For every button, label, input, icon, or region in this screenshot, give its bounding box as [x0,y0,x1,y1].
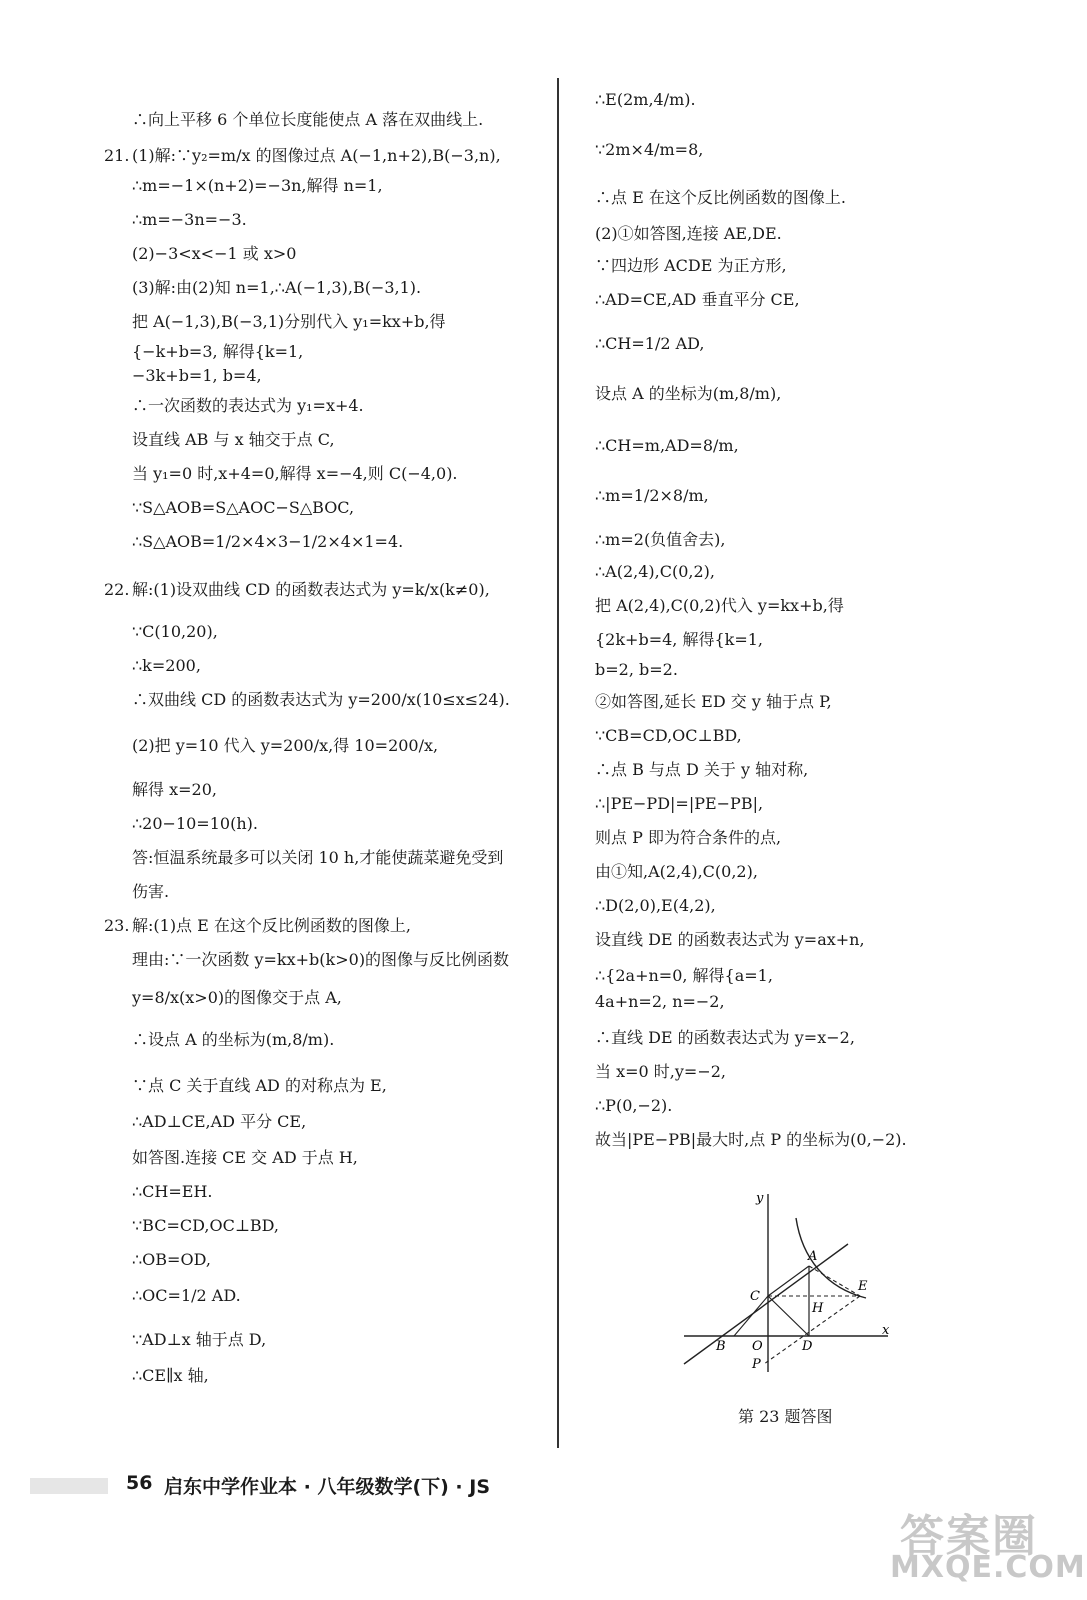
right-line: ∴直线 DE 的函数表达式为 y=x−2, [595,1028,855,1047]
solution-text: ∴向上平移 6 个单位长度能使点 A 落在双曲线上. [132,110,484,129]
left-line [132,110,483,130]
left-line [132,780,217,800]
left-line [132,1330,266,1350]
line-bca [684,1244,848,1364]
watermark-logo [890,1500,1086,1595]
left-line [132,988,342,1008]
right-line: b=2, b=2. [595,660,678,679]
page-number: 56 [126,1472,153,1494]
page-footer [30,1472,630,1502]
solution-text: (1)解:∵y₂=m/x 的图像过点 A(−1,n+2),B(−3,n), [132,146,501,165]
solution-text: (2)−3<x<−1 或 x>0 [132,244,297,263]
solution-text: 解:(1)点 E 在这个反比例函数的图像上, [132,916,411,935]
right-line: ∴{2a+n=0, 解得{a=1, [595,966,773,985]
label-o: O [752,1339,763,1354]
right-line: (2)①如答图,连接 AE,DE. [595,224,782,243]
left-line [104,916,411,936]
right-line: ∵四边形 ACDE 为正方形, [595,256,787,275]
solution-text: ∴k=200, [132,656,201,675]
watermark-bottom: MXQE.COM [890,1550,1086,1585]
left-line [132,1216,279,1236]
left-line [132,1148,358,1168]
right-line: ∴点 E 在这个反比例函数的图像上. [595,188,846,207]
right-line: ∴m=1/2×8/m, [595,486,709,505]
right-line: 4a+n=2, n=−2, [595,992,725,1011]
left-line [132,210,247,230]
solution-text: ∵点 C 关于直线 AD 的对称点为 E, [132,1076,387,1095]
left-line [132,312,446,332]
label-e: E [858,1279,868,1294]
hyperbola-curve [796,1218,866,1298]
label-h: H [812,1301,824,1316]
left-line [132,498,354,518]
left-line [132,176,383,196]
left-line [132,882,169,902]
label-y: y [756,1191,764,1206]
question-number: 23. [104,916,130,935]
solution-text: ∵AD⊥x 轴于点 D, [132,1330,267,1349]
left-line [132,848,503,868]
left-line [132,690,510,710]
left-line [132,1076,387,1096]
right-line: 由①知,A(2,4),C(0,2), [595,862,758,881]
left-line [132,1030,334,1050]
solution-text: ∵C(10,20), [132,622,218,641]
left-line [132,464,458,484]
solution-text: ∴20−10=10(h). [132,814,258,833]
left-line [104,580,490,600]
right-line: ∴P(0,−2). [595,1096,673,1115]
solution-text: 当 y₁=0 时,x+4=0,解得 x=−4,则 C(−4,0). [132,464,458,483]
right-line: 当 x=0 时,y=−2, [595,1062,726,1081]
solution-text: ∴OB=OD, [132,1250,211,1269]
solution-text: ∵S△AOB=S△AOC−S△BOC, [132,498,355,517]
right-line: ∴D(2,0),E(4,2), [595,896,716,915]
right-line: 则点 P 即为符合条件的点, [595,828,782,847]
solution-text: ∴一次函数的表达式为 y₁=x+4. [132,396,364,415]
solution-text: ∴S△AOB=1/2×4×3−1/2×4×1=4. [132,532,404,551]
left-line [132,814,258,834]
left-line [132,950,509,970]
segment-ca [768,1266,809,1296]
label-a: A [808,1249,818,1264]
solution-text: 解得 x=20, [132,780,217,799]
solution-text: 设直线 AB 与 x 轴交于点 C, [132,430,335,449]
solution-text: 把 A(−1,3),B(−3,1)分别代入 y₁=kx+b,得 [132,312,446,331]
solution-text: 伤害. [132,882,170,901]
solution-text: ∴m=−1×(n+2)=−3n,解得 n=1, [132,176,383,195]
solution-text: ∴OC=1/2 AD. [132,1286,241,1305]
segment-ae [809,1266,860,1296]
right-line: ∴CH=1/2 AD, [595,334,705,353]
left-line [132,1112,306,1132]
question-number: 21. [104,146,130,165]
solution-text: −3k+b=1, b=4, [132,366,262,385]
label-c: C [750,1289,760,1304]
right-line: ∴点 B 与点 D 关于 y 轴对称, [595,760,809,779]
left-line [132,430,335,450]
right-line: 故当|PE−PB|最大时,点 P 的坐标为(0,−2). [595,1130,907,1149]
left-line [132,736,438,756]
left-line [132,342,303,362]
solution-text: ∴CE∥x 轴, [132,1366,209,1385]
solution-text: (3)解:由(2)知 n=1,∴A(−1,3),B(−3,1). [132,278,422,297]
book-title: 启东中学作业本 · 八年级数学(下) · JS [164,1476,491,1498]
solution-text: {−k+b=3, 解得{k=1, [132,342,304,361]
left-line [132,396,364,416]
right-line: ∵CB=CD,OC⊥BD, [595,726,742,745]
solution-text: ∴双曲线 CD 的函数表达式为 y=200/x(10≤x≤24). [132,690,510,709]
right-line: ∴A(2,4),C(0,2), [595,562,716,581]
column-divider [557,78,559,1448]
left-line [132,278,421,298]
solution-text: (2)把 y=10 代入 y=200/x,得 10=200/x, [132,736,439,755]
left-line [132,1182,213,1202]
right-line: ∴m=2(负值舍去), [595,530,726,549]
solution-text: ∴AD⊥CE,AD 平分 CE, [132,1112,307,1131]
label-p: P [752,1357,761,1372]
right-line: ∵2m×4/m=8, [595,140,704,159]
question-23-figure [676,1188,896,1378]
left-line [132,532,403,552]
right-line: ②如答图,延长 ED 交 y 轴于点 P, [595,692,832,711]
right-line: 设点 A 的坐标为(m,8/m), [595,384,782,403]
left-line [104,146,501,166]
footer-bar [30,1478,108,1494]
segment-cd [768,1296,809,1336]
solution-text: ∵BC=CD,OC⊥BD, [132,1216,279,1235]
right-line: ∴E(2m,4/m). [595,90,696,109]
left-line [132,656,201,676]
solution-text: ∴设点 A 的坐标为(m,8/m). [132,1030,335,1049]
right-line: ∴AD=CE,AD 垂直平分 CE, [595,290,800,309]
right-line: {2k+b=4, 解得{k=1, [595,630,764,649]
solution-text: 解:(1)设双曲线 CD 的函数表达式为 y=k/x(k≠0), [132,580,490,599]
right-line: 把 A(2,4),C(0,2)代入 y=kx+b,得 [595,596,844,615]
left-line [132,1250,211,1270]
left-line [132,1366,209,1386]
figure-caption: 第 23 题答图 [738,1407,833,1426]
solution-text: ∴CH=EH. [132,1182,213,1201]
label-d: D [802,1339,813,1354]
label-b: B [716,1339,726,1354]
right-line: 设直线 DE 的函数表达式为 y=ax+n, [595,930,865,949]
left-line [132,1286,241,1306]
left-line [132,366,262,386]
left-line [132,622,218,642]
solution-text: 理由:∵一次函数 y=kx+b(k>0)的图像与反比例函数 [132,950,510,969]
left-line [132,244,296,264]
question-number: 22. [104,580,130,599]
right-line: ∴CH=m,AD=8/m, [595,436,739,455]
label-x: x [882,1323,890,1338]
solution-text: 如答图.连接 CE 交 AD 于点 H, [132,1148,358,1167]
solution-text: ∴m=−3n=−3. [132,210,247,229]
solution-text: 答:恒温系统最多可以关闭 10 h,才能使蔬菜避免受到 [132,848,504,867]
watermark-top: 答案圈 [900,1511,1038,1562]
solution-text: y=8/x(x>0)的图像交于点 A, [132,988,342,1007]
right-line: ∴|PE−PD|=|PE−PB|, [595,794,764,813]
